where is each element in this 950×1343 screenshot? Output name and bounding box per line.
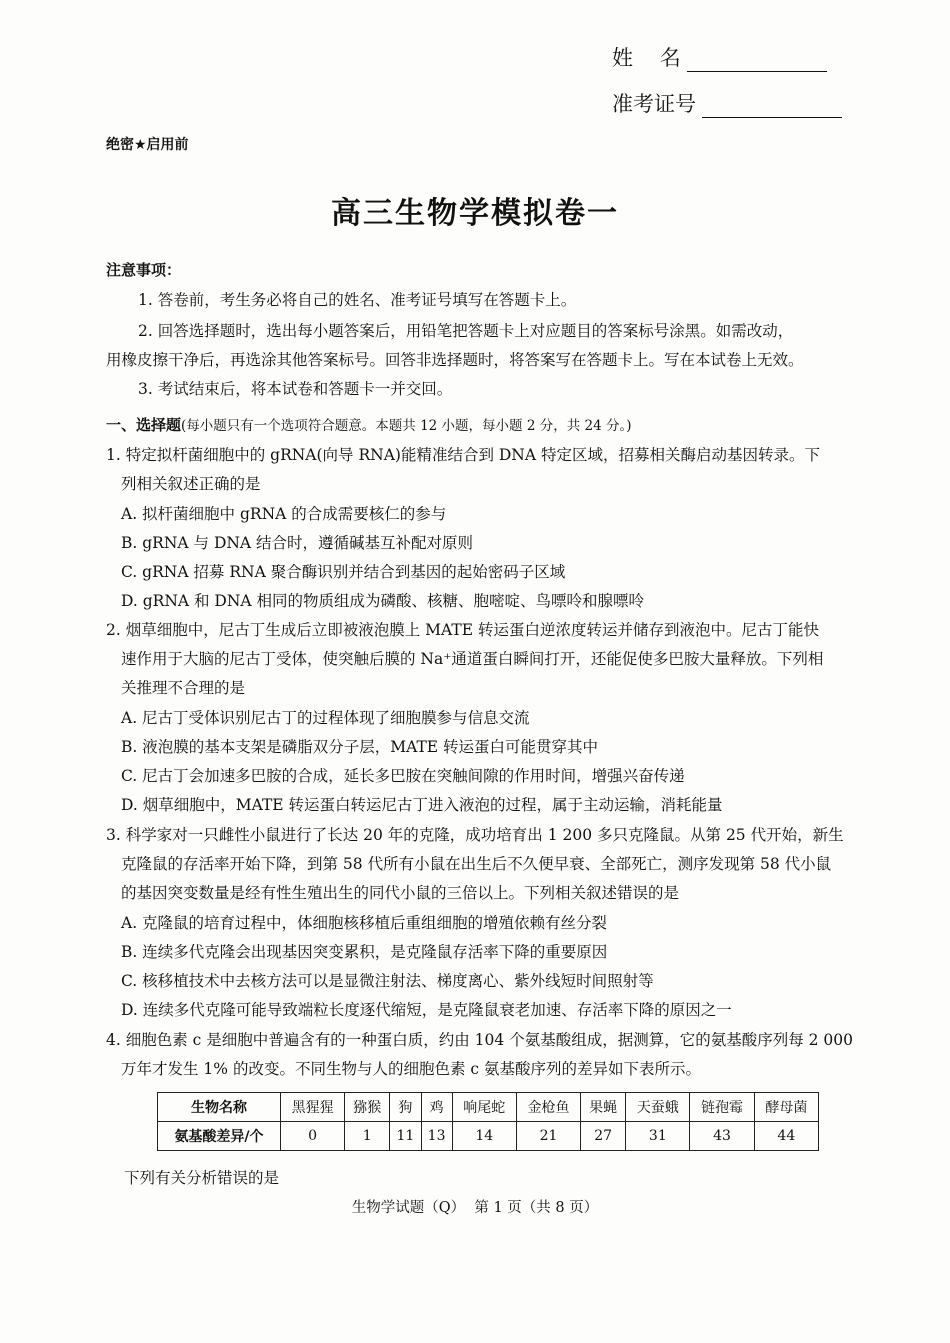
question-4	[106, 1030, 866, 1090]
notice-item: 2. 回答选择题时，选出每小题答案后，用铅笔把答题卡上对应题目的答案标号涂黑。如需改动，	[138, 322, 794, 340]
q3-option-d: D. 连续多代克隆可能导致端粒长度逐代缩短，是克隆鼠衰老加速、存活率下降的原因之一	[121, 1001, 732, 1019]
q2-stem-line: 关推理不合理的是	[121, 679, 246, 697]
question-1	[106, 445, 866, 615]
page-title: 高三生物学模拟卷一	[331, 196, 619, 231]
q1-option-d: D. gRNA 和 DNA 相同的物质组成为磷酸、核糖、胞嘧啶、鸟嘌呤和腺嘌呤	[121, 592, 645, 610]
name-label: 姓 名	[612, 46, 681, 70]
section-heading	[106, 414, 632, 435]
table-cell: 链孢霉	[690, 1093, 754, 1122]
q3-stem-line: 克隆鼠的存活率开始下降，到第 58 代所有小鼠在出生后不久便早衰、全部死亡，测序发现第 58 代小鼠	[121, 855, 832, 873]
notice-block	[106, 260, 866, 400]
q3-option-a: A. 克隆鼠的培育过程中，体细胞核移植后重组细胞的增殖依赖有丝分裂	[121, 914, 608, 932]
id-field	[612, 88, 842, 118]
q4-stem-line: 4. 细胞色素 c 是细胞中普遍含有的一种蛋白质，约由 104 个氨基酸组成，据测算，它的氨基酸序列每 2 000	[106, 1031, 853, 1049]
q3-option-c: C. 核移植技术中去核方法可以是显微注射法、梯度离心、紫外线短时间照射等	[121, 972, 654, 990]
q1-stem-line: 列相关叙述正确的是	[121, 475, 261, 493]
amino-acid-table	[157, 1092, 819, 1151]
table-cell: 21	[516, 1122, 580, 1151]
table-cell: 0	[281, 1122, 345, 1151]
secret-mark: 绝密★启用前	[106, 137, 189, 153]
table-cell: 27	[581, 1122, 626, 1151]
notice-item: 用橡皮擦干净后，再选涂其他答案标号。回答非选择题时，将答案写在答题卡上。写在本试卷上无效。	[106, 351, 804, 369]
question-3	[106, 825, 866, 1025]
table-cell: 31	[626, 1122, 690, 1151]
table-cell: 响尾蛇	[452, 1093, 516, 1122]
id-blank	[702, 95, 842, 118]
q4-stem-line: 万年才发生 1% 的改变。不同生物与人的细胞色素 c 氨基酸序列的差异如下表所示。	[121, 1060, 701, 1078]
id-label: 准考证号	[612, 92, 696, 116]
table-cell: 金枪鱼	[516, 1093, 580, 1122]
table-cell: 果蝇	[581, 1093, 626, 1122]
table-row	[158, 1122, 819, 1151]
table-cell: 鸡	[421, 1093, 452, 1122]
q2-stem-line: 2. 烟草细胞中，尼古丁生成后立即被液泡膜上 MATE 转运蛋白逆浓度转运并储存到液泡中。尼古丁能快	[106, 621, 819, 639]
q2-option-b: B. 液泡膜的基本支架是磷脂双分子层，MATE 转运蛋白可能贯穿其中	[121, 738, 599, 756]
table-header-cell: 生物名称	[158, 1093, 281, 1122]
table-cell: 猕猴	[345, 1093, 390, 1122]
q4-after-text: 下列有关分析错误的是	[124, 1169, 280, 1187]
name-blank	[687, 49, 827, 72]
section-note: (每小题只有一个选项符合题意。本题共 12 小题，每小题 2 分，共 24 分。)	[181, 418, 632, 434]
notice-heading: 注意事项：	[106, 261, 182, 279]
table-cell: 狗	[390, 1093, 421, 1122]
page-footer: 生物学试题（Q） 第 1 页（共 8 页）	[351, 1200, 599, 1216]
q1-option-c: C. gRNA 招募 RNA 聚合酶识别并结合到基因的起始密码子区域	[121, 563, 566, 581]
table-header-cell: 氨基酸差异/个	[158, 1122, 281, 1151]
q2-option-c: C. 尼古丁会加速多巴胺的合成，延长多巴胺在突触间隙的作用时间，增强兴奋传递	[121, 767, 685, 785]
table-row	[158, 1093, 819, 1122]
q1-option-a: A. 拟杆菌细胞中 gRNA 的合成需要核仁的参与	[121, 505, 447, 523]
section-title: 一、选择题	[106, 416, 182, 434]
q2-stem-line: 速作用于大脑的尼古丁受体，使突触后膜的 Na⁺通道蛋白瞬间打开，还能促使多巴胺大量释放。下列相	[121, 650, 824, 668]
table-cell: 黑猩猩	[281, 1093, 345, 1122]
notice-item: 3. 考试结束后，将本试卷和答题卡一并交回。	[138, 380, 453, 398]
table-cell: 44	[754, 1122, 818, 1151]
q2-option-d: D. 烟草细胞中，MATE 转运蛋白转运尼古丁进入液泡的过程，属于主动运输，消耗能量	[121, 796, 723, 814]
table-cell: 13	[421, 1122, 452, 1151]
table-cell: 11	[390, 1122, 421, 1151]
q3-stem-line: 的基因突变数量是经有性生殖出生的同代小鼠的三倍以上。下列相关叙述错误的是	[121, 884, 680, 902]
table-cell: 14	[452, 1122, 516, 1151]
q3-option-b: B. 连续多代克隆会出现基因突变累积，是克隆鼠存活率下降的重要原因	[121, 943, 608, 961]
notice-item: 1. 答卷前，考生务必将自己的姓名、准考证号填写在答题卡上。	[138, 291, 577, 309]
q1-stem-line: 1. 特定拟杆菌细胞中的 gRNA(向导 RNA)能精准结合到 DNA 特定区域，招募相关酶启动基因转录。下	[106, 446, 820, 464]
table-cell: 天蚕蛾	[626, 1093, 690, 1122]
table-cell: 1	[345, 1122, 390, 1151]
q1-option-b: B. gRNA 与 DNA 结合时，遵循碱基互补配对原则	[121, 534, 474, 552]
question-2	[106, 620, 866, 820]
name-field	[612, 42, 827, 72]
table-cell: 酵母菌	[754, 1093, 818, 1122]
q3-stem-line: 3. 科学家对一只雌性小鼠进行了长达 20 年的克隆，成功培育出 1 200 多只克隆鼠。从第 25 代开始，新生	[106, 826, 844, 844]
table-cell: 43	[690, 1122, 754, 1151]
q2-option-a: A. 尼古丁受体识别尼古丁的过程体现了细胞膜参与信息交流	[121, 709, 530, 727]
